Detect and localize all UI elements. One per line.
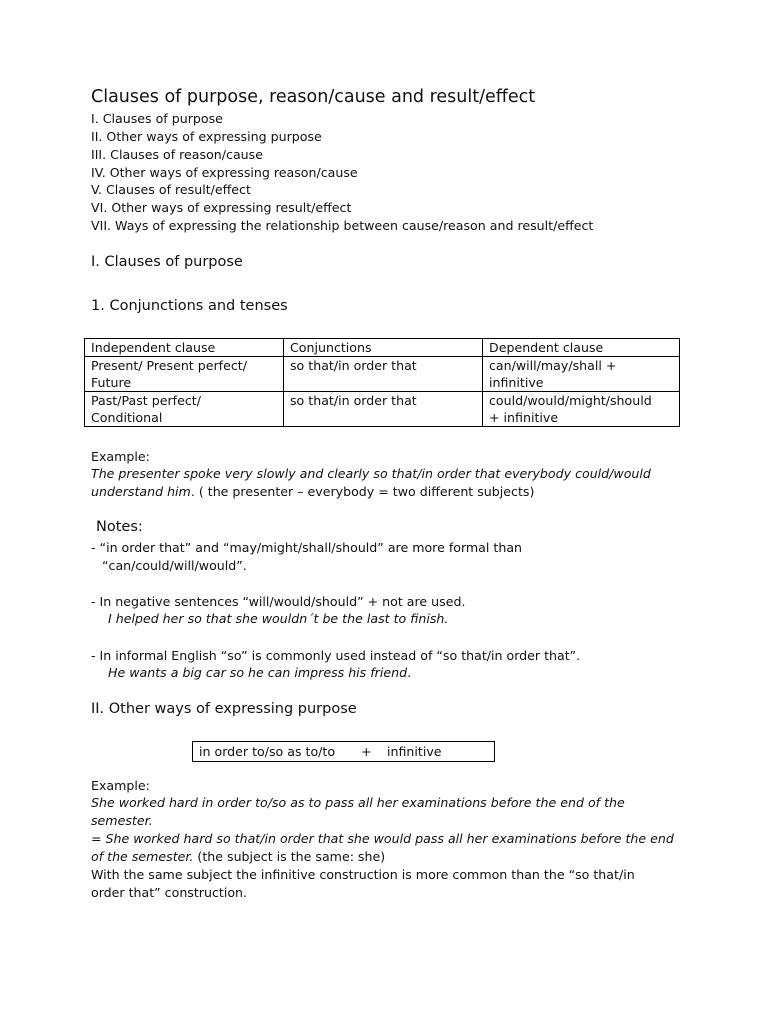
example-note: . ( the presenter – everybody = two different subjects) (190, 484, 535, 499)
note-example-italic: He wants a big car so he can impress his friend (108, 665, 408, 680)
cell-line: Past/Past perfect/ (91, 393, 201, 408)
example-text (91, 483, 534, 501)
section-heading: I. Clauses of purpose (91, 254, 243, 270)
toc-item: VII. Ways of expressing the relationship between cause/reason and result/effect (91, 218, 594, 233)
example-text (91, 848, 385, 866)
example-italic: understand him (91, 484, 191, 499)
cell-line: can/will/may/shall + (489, 358, 617, 373)
cell-line: could/would/might/should (489, 393, 652, 408)
example-label: Example: (91, 778, 150, 793)
note-text: - In negative sentences “will/would/should” + not are used. (91, 594, 466, 609)
note-text: order that” construction. (91, 885, 248, 900)
toc-item: IV. Other ways of expressing reason/cause (91, 165, 358, 180)
table-header-cell: Independent clause (85, 339, 284, 357)
note-text: “can/could/will/would”. (102, 558, 247, 573)
table-row (85, 357, 680, 392)
formula-part: infinitive (387, 744, 442, 759)
table-header-row (85, 339, 680, 357)
toc-item: III. Clauses of reason/cause (91, 147, 263, 162)
table-header-cell: Dependent clause (483, 339, 680, 357)
example-text: semester. (91, 813, 153, 828)
toc-item: V. Clauses of result/effect (91, 182, 251, 197)
note-text: With the same subject the infinitive construction is more common than the “so that/in (91, 867, 635, 882)
table-cell (85, 357, 284, 392)
formula-part: in order to/so as to/to (199, 744, 336, 759)
example-label: Example: (91, 449, 150, 464)
cell-line: + infinitive (489, 410, 559, 425)
note-text: - “in order that” and “may/might/shall/should” are more formal than (91, 540, 523, 555)
cell-line: infinitive (489, 375, 544, 390)
table-cell: so that/in order that (284, 392, 483, 427)
section-heading: II. Other ways of expressing purpose (91, 701, 357, 717)
example-italic: of the semester. (91, 849, 194, 864)
toc-item: II. Other ways of expressing purpose (91, 129, 322, 144)
table-header-cell: Conjunctions (284, 339, 483, 357)
table-cell: so that/in order that (284, 357, 483, 392)
toc-item: VI. Other ways of expressing result/effect (91, 200, 352, 215)
example-text: = She worked hard so that/in order that she would pass all her examinations before the end (91, 831, 674, 846)
cell-line: Present/ Present perfect/ (91, 358, 247, 373)
note-example-end: . (407, 665, 412, 680)
example-text: She worked hard in order to/so as to pass all her examinations before the end of the (91, 795, 625, 810)
note-text: - In informal English “so” is commonly used instead of “so that/in order that”. (91, 648, 581, 663)
example-note: (the subject is the same: she) (193, 849, 386, 864)
cell-line: Future (91, 375, 132, 390)
table-cell (483, 357, 680, 392)
cell-line: Conditional (91, 410, 163, 425)
formula-plus: + (361, 744, 372, 759)
note-example (108, 664, 411, 682)
conjunctions-table (84, 338, 680, 427)
toc-item: I. Clauses of purpose (91, 111, 223, 126)
formula-box (192, 741, 495, 762)
page-title: Clauses of purpose, reason/cause and result/effect (91, 87, 536, 107)
subsection-heading: 1. Conjunctions and tenses (91, 298, 288, 314)
table-row (85, 392, 680, 427)
table-cell (85, 392, 284, 427)
table-cell (483, 392, 680, 427)
notes-label: Notes: (96, 519, 143, 535)
example-text: The presenter spoke very slowly and clearly so that/in order that everybody could/would (91, 466, 651, 481)
note-example: I helped her so that she wouldn´t be the last to finish. (108, 611, 449, 626)
